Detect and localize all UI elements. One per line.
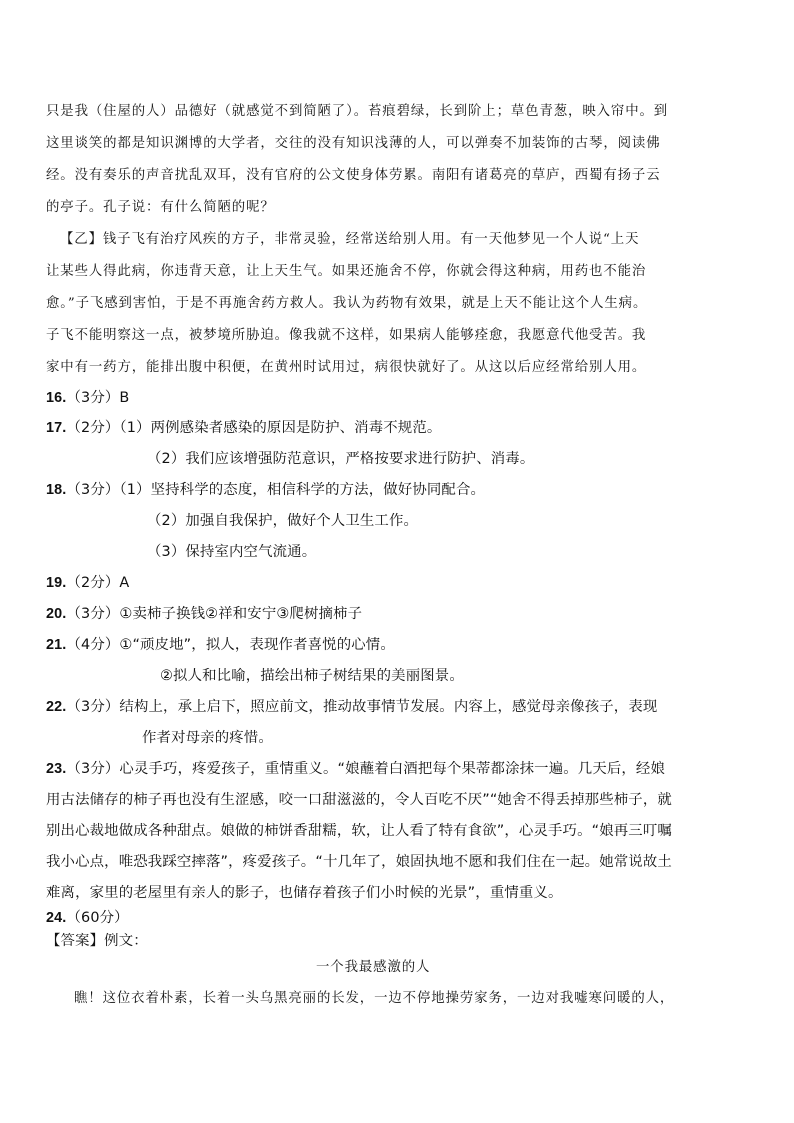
translation-line: 愈。”子飞感到害怕，于是不再施舍药方救人。我认为药物有效果，就是上天不能让这个人生病。 xyxy=(46,296,648,311)
translation-line: 家中有一药方，能排出腹中积便，在黄州时试用过，病很快就好了。从这以后应经常给别人用。 xyxy=(46,360,647,375)
answer-18-item: （3）保持室内空气流通。 xyxy=(147,544,317,560)
question-number: 18. xyxy=(46,482,67,498)
question-number: 16. xyxy=(46,390,67,406)
answer-text: ①卖柿子换钱②祥和安宁③爬树摘柿子 xyxy=(119,606,363,622)
translation-line: 只是我（住屋的人）品德好（就感觉不到简陋了）。苔痕碧绿，长到阶上；草色青葱，映入帘中。到 xyxy=(46,104,669,119)
answer-22-line: 作者对母亲的疼惜。 xyxy=(142,730,273,746)
answer-18 xyxy=(46,478,485,499)
question-number: 17. xyxy=(46,420,67,436)
answer-17 xyxy=(46,416,441,437)
question-score: （4分） xyxy=(66,637,120,653)
essay-line: 瞧！这位衣着朴素，长着一头乌黑亮丽的长发，一边不停地操劳家务，一边对我嘘寒问暖的人， xyxy=(74,991,675,1006)
answer-22 xyxy=(46,695,657,716)
answer-19 xyxy=(46,571,129,592)
answer-20 xyxy=(46,602,362,623)
answer-text: 心灵手巧，疼爱孩子，重情重义。“娘蘸着白酒把每个果蒂都涂抹一遍。几天后，经娘 xyxy=(119,761,666,777)
answer-17-item: （2）我们应该增强防范意识，严格按要求进行防护、消毒。 xyxy=(147,451,535,467)
question-score: （3分） xyxy=(66,390,120,406)
translation-line: 的亭子。孔子说：有什么简陋的呢？ xyxy=(46,200,275,215)
answer-text: A xyxy=(119,575,130,591)
answer-21-item: ②拟人和比喻，描绘出柿子树结果的美丽图景。 xyxy=(160,668,464,684)
question-score: （2分） xyxy=(66,420,120,436)
answer-text: （1）两例感染者感染的原因是防护、消毒不规范。 xyxy=(119,420,442,436)
question-score: （2分） xyxy=(66,575,120,591)
question-number: 24. xyxy=(46,910,67,926)
question-number: 19. xyxy=(46,575,67,591)
essay-title: 一个我最感激的人 xyxy=(316,960,431,975)
answer-16 xyxy=(46,386,129,407)
translation-line: 子飞不能明察这一点，被梦境所胁迫。像我就不这样，如果病人能够痊愈，我愿意代他受苦。我 xyxy=(46,328,647,343)
translation-line: 这里谈笑的都是知识渊博的大学者，交往的没有知识浅薄的人，可以弹奏不加装饰的古琴，阅读佛 xyxy=(46,136,661,151)
answer-23-line: 难离，家里的老屋里有亲人的影子，也储存着孩子们小时候的光景”，重情重义。 xyxy=(46,885,563,901)
answer-text: ①“顽皮地”，拟人，表现作者喜悦的心情。 xyxy=(119,637,395,653)
answer-23-line: 别出心裁地做成各种甜点。娘做的柿饼香甜糯，软，让人看了特有食欲”，心灵手巧。“娘再三叮嘱 xyxy=(46,823,672,839)
answer-label: 【答案】例文： xyxy=(46,933,148,949)
answer-text: 结构上，承上启下，照应前文，推动故事情节发展。内容上，感觉母亲像孩子，表现 xyxy=(119,699,658,715)
translation-line: 经。没有奏乐的声音扰乱双耳，没有官府的公文使身体劳累。南阳有诸葛亮的草庐，西蜀有扬子云 xyxy=(46,168,661,183)
question-score: （3分） xyxy=(66,482,120,498)
question-number: 20. xyxy=(46,606,67,622)
question-number: 21. xyxy=(46,637,67,653)
translation-line: 让某些人得此病，你违背天意，让上天生气。如果还施舍不停，你就会得这种病，用药也不能治 xyxy=(46,264,647,279)
answer-23-line: 用古法储存的柿子再也没有生涩感，咬一口甜滋滋的，令人百吃不厌”“她舍不得丢掉那些柿子，就 xyxy=(46,792,672,808)
question-score: （3分） xyxy=(66,606,120,622)
question-score: （3分） xyxy=(66,761,120,777)
answer-24 xyxy=(46,906,129,927)
answer-23-line: 我小心点，唯恐我踩空摔落”，疼爱孩子。“十几年了，娘固执地不愿和我们住在一起。她常说故土 xyxy=(46,854,672,870)
translation-line: 【乙】钱子飞有治疗风疾的方子，非常灵验，经常送给别人用。有一天他梦见一个人说“上天 xyxy=(60,232,640,247)
answer-text: （1）坚持科学的态度，相信科学的方法，做好协同配合。 xyxy=(119,482,486,498)
answer-text: B xyxy=(119,390,130,406)
answer-23 xyxy=(46,757,665,778)
answer-21 xyxy=(46,633,395,654)
answer-18-item: （2）加强自我保护，做好个人卫生工作。 xyxy=(147,513,419,529)
question-score: （60分） xyxy=(66,910,129,926)
question-number: 22. xyxy=(46,699,67,715)
question-score: （3分） xyxy=(66,699,120,715)
question-number: 23. xyxy=(46,761,67,777)
